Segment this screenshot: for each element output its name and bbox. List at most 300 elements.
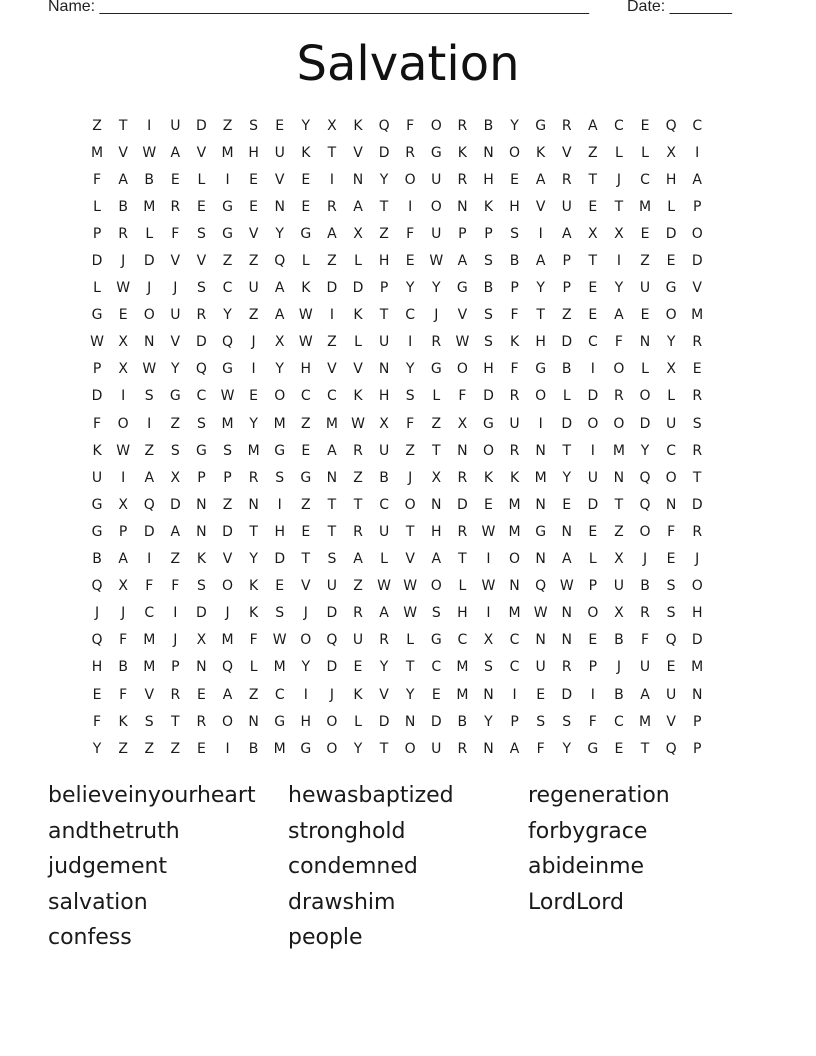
grid-letter[interactable]: P	[197, 469, 206, 486]
grid-letter[interactable]: E	[588, 632, 598, 649]
grid-letter[interactable]: Z	[248, 307, 259, 324]
grid-letter[interactable]: V	[692, 280, 702, 297]
grid-letter[interactable]: N	[352, 171, 364, 188]
grid-letter[interactable]: I	[121, 469, 126, 486]
grid-letter[interactable]: D	[378, 144, 390, 161]
grid-letter[interactable]: J	[303, 605, 308, 622]
grid-letter[interactable]: W	[90, 334, 104, 351]
grid-letter[interactable]: E	[301, 523, 311, 540]
grid-letter[interactable]: X	[614, 551, 624, 568]
grid-letter[interactable]: O	[509, 551, 521, 568]
grid-letter[interactable]: S	[144, 713, 154, 730]
grid-letter[interactable]: H	[483, 361, 494, 378]
grid-letter[interactable]: I	[121, 388, 126, 405]
grid-letter[interactable]: B	[509, 253, 520, 270]
grid-letter[interactable]: J	[94, 605, 100, 622]
grid-letter[interactable]: P	[562, 280, 571, 297]
grid-letter[interactable]: G	[483, 415, 494, 432]
grid-letter[interactable]: A	[327, 442, 337, 459]
grid-letter[interactable]: I	[225, 171, 230, 188]
grid-letter[interactable]: K	[301, 144, 311, 161]
grid-letter[interactable]: H	[274, 523, 285, 540]
grid-letter[interactable]: N	[613, 469, 625, 486]
grid-letter[interactable]: N	[509, 578, 520, 595]
grid-letter[interactable]: F	[640, 632, 650, 649]
grid-letter[interactable]: Z	[170, 415, 181, 432]
grid-letter[interactable]: J	[616, 171, 621, 188]
grid-letter[interactable]: R	[509, 442, 520, 459]
grid-letter[interactable]: V	[353, 361, 363, 378]
grid-letter[interactable]: Q	[378, 117, 390, 134]
grid-letter[interactable]: O	[326, 740, 338, 757]
grid-letter[interactable]: A	[118, 551, 128, 568]
grid-letter[interactable]: A	[561, 225, 572, 242]
grid-letter[interactable]: O	[222, 578, 234, 595]
grid-letter[interactable]: R	[561, 659, 572, 676]
grid-letter[interactable]: K	[92, 442, 102, 459]
grid-letter[interactable]: T	[171, 713, 180, 730]
grid-letter[interactable]: Q	[665, 632, 677, 649]
grid-letter[interactable]: O	[430, 117, 442, 134]
grid-letter[interactable]: T	[249, 523, 258, 540]
grid-letter[interactable]: R	[692, 388, 703, 405]
grid-letter[interactable]: T	[353, 496, 363, 513]
grid-letter[interactable]: O	[404, 740, 416, 757]
grid-letter[interactable]: P	[484, 225, 493, 242]
grid-letter[interactable]: R	[457, 171, 468, 188]
grid-letter[interactable]: V	[405, 551, 415, 568]
grid-letter[interactable]: P	[588, 578, 598, 595]
grid-letter[interactable]: M	[273, 659, 286, 676]
grid-letter[interactable]: Y	[223, 307, 232, 324]
grid-letter[interactable]: V	[144, 686, 155, 703]
grid-letter[interactable]: M	[508, 605, 521, 622]
grid-letter[interactable]: E	[405, 253, 415, 270]
grid-letter[interactable]: C	[614, 713, 624, 730]
grid-letter[interactable]: Y	[405, 361, 415, 378]
grid-letter[interactable]: R	[170, 198, 181, 215]
grid-letter[interactable]: X	[118, 361, 128, 378]
grid-letter[interactable]: G	[430, 144, 442, 161]
grid-letter[interactable]: S	[692, 415, 702, 432]
grid-letter[interactable]: S	[275, 469, 285, 486]
grid-letter[interactable]: T	[379, 198, 389, 215]
grid-letter[interactable]: M	[221, 415, 234, 432]
grid-letter[interactable]: W	[455, 334, 470, 351]
grid-letter[interactable]: O	[143, 307, 155, 324]
grid-letter[interactable]: O	[456, 361, 468, 378]
grid-letter[interactable]: K	[509, 469, 520, 486]
grid-letter[interactable]: U	[352, 632, 364, 649]
grid-letter[interactable]: P	[92, 361, 102, 378]
grid-letter[interactable]: G	[91, 523, 103, 540]
grid-letter[interactable]: K	[353, 686, 363, 703]
grid-letter[interactable]: O	[404, 171, 416, 188]
grid-letter[interactable]: W	[142, 361, 157, 378]
grid-letter[interactable]: L	[249, 659, 258, 676]
grid-letter[interactable]: A	[535, 253, 546, 270]
grid-letter[interactable]: F	[406, 225, 415, 242]
grid-letter[interactable]: F	[588, 713, 597, 730]
grid-letter[interactable]: B	[118, 659, 128, 676]
grid-letter[interactable]: M	[638, 198, 652, 215]
grid-letter[interactable]: R	[196, 713, 207, 730]
grid-letter[interactable]: Y	[614, 280, 624, 297]
grid-letter[interactable]: I	[512, 686, 517, 703]
grid-letter[interactable]: K	[483, 198, 494, 215]
grid-letter[interactable]: F	[119, 632, 128, 649]
grid-letter[interactable]: Z	[327, 253, 337, 270]
grid-letter[interactable]: X	[379, 415, 389, 432]
grid-letter[interactable]: D	[639, 415, 651, 432]
grid-letter[interactable]: D	[274, 551, 286, 568]
grid-letter[interactable]: X	[353, 225, 363, 242]
grid-letter[interactable]: N	[274, 198, 285, 215]
grid-letter[interactable]: D	[143, 523, 155, 540]
grid-letter[interactable]: Z	[327, 334, 337, 351]
grid-letter[interactable]: Z	[222, 117, 233, 134]
grid-letter[interactable]: E	[301, 171, 311, 188]
grid-letter[interactable]: A	[274, 280, 285, 297]
grid-letter[interactable]: N	[535, 442, 546, 459]
grid-letter[interactable]: O	[535, 388, 547, 405]
grid-letter[interactable]: F	[406, 415, 415, 432]
grid-letter[interactable]: F	[536, 740, 545, 757]
grid-letter[interactable]: R	[248, 469, 259, 486]
grid-letter[interactable]: K	[483, 469, 494, 486]
grid-letter[interactable]: G	[430, 632, 442, 649]
grid-letter[interactable]: M	[508, 523, 521, 540]
grid-letter[interactable]: L	[145, 225, 154, 242]
grid-letter[interactable]: F	[93, 171, 102, 188]
grid-letter[interactable]: Y	[249, 415, 258, 432]
grid-letter[interactable]: D	[91, 388, 103, 405]
grid-letter[interactable]: H	[91, 659, 103, 676]
grid-letter[interactable]: Y	[301, 117, 311, 134]
grid-letter[interactable]: Z	[379, 225, 389, 242]
grid-letter[interactable]: J	[434, 307, 439, 324]
grid-letter[interactable]: O	[665, 469, 677, 486]
grid-letter[interactable]: N	[535, 551, 546, 568]
grid-letter[interactable]: L	[667, 198, 676, 215]
grid-letter[interactable]: Y	[431, 280, 441, 297]
grid-letter[interactable]: T	[379, 740, 389, 757]
grid-letter[interactable]: N	[143, 334, 155, 351]
grid-letter[interactable]: E	[301, 198, 311, 215]
grid-letter[interactable]: V	[222, 551, 233, 568]
grid-letter[interactable]: E	[196, 740, 206, 757]
grid-letter[interactable]: E	[640, 307, 650, 324]
grid-letter[interactable]: X	[588, 225, 598, 242]
grid-letter[interactable]: G	[300, 225, 312, 242]
grid-letter[interactable]: F	[171, 578, 180, 595]
grid-letter[interactable]: I	[408, 198, 413, 215]
grid-letter[interactable]: I	[538, 415, 543, 432]
grid-letter[interactable]: N	[535, 632, 546, 649]
grid-letter[interactable]: I	[147, 551, 152, 568]
grid-letter[interactable]: Q	[195, 361, 207, 378]
grid-letter[interactable]: M	[638, 713, 652, 730]
grid-letter[interactable]: Z	[170, 551, 181, 568]
grid-letter[interactable]: J	[225, 605, 230, 622]
grid-letter[interactable]: T	[562, 442, 572, 459]
grid-letter[interactable]: N	[483, 686, 494, 703]
grid-letter[interactable]: U	[378, 442, 390, 459]
grid-letter[interactable]: Z	[170, 740, 181, 757]
grid-letter[interactable]: Z	[561, 307, 572, 324]
grid-letter[interactable]: T	[692, 469, 702, 486]
grid-letter[interactable]: K	[353, 117, 363, 134]
grid-letter[interactable]: D	[691, 632, 703, 649]
grid-letter[interactable]: F	[249, 632, 258, 649]
grid-letter[interactable]: D	[587, 388, 599, 405]
grid-letter[interactable]: T	[614, 496, 624, 513]
grid-letter[interactable]: B	[483, 117, 494, 134]
grid-letter[interactable]: W	[403, 578, 418, 595]
grid-letter[interactable]: C	[274, 686, 285, 703]
grid-letter[interactable]: Y	[510, 117, 519, 134]
grid-letter[interactable]: M	[456, 686, 469, 703]
grid-letter[interactable]: D	[326, 605, 338, 622]
grid-letter[interactable]: A	[274, 307, 285, 324]
grid-letter[interactable]: X	[431, 469, 442, 486]
grid-letter[interactable]: N	[196, 659, 207, 676]
grid-letter[interactable]: S	[275, 605, 285, 622]
grid-letter[interactable]: E	[196, 198, 206, 215]
grid-letter[interactable]: G	[91, 307, 103, 324]
grid-letter[interactable]: Z	[144, 442, 155, 459]
grid-letter[interactable]: S	[666, 578, 676, 595]
grid-letter[interactable]: G	[535, 523, 547, 540]
grid-letter[interactable]: G	[274, 713, 286, 730]
grid-letter[interactable]: Z	[353, 469, 363, 486]
grid-letter[interactable]: E	[536, 686, 546, 703]
grid-letter[interactable]: T	[118, 117, 128, 134]
grid-letter[interactable]: I	[486, 605, 491, 622]
grid-letter[interactable]: N	[248, 496, 259, 513]
grid-letter[interactable]: H	[457, 605, 468, 622]
grid-letter[interactable]: N	[457, 442, 468, 459]
grid-letter[interactable]: U	[561, 198, 572, 215]
grid-letter[interactable]: Y	[484, 713, 493, 730]
grid-letter[interactable]: M	[247, 442, 260, 459]
grid-letter[interactable]: N	[378, 361, 390, 378]
grid-letter[interactable]: W	[298, 334, 313, 351]
grid-letter[interactable]: C	[222, 280, 233, 297]
grid-letter[interactable]: U	[535, 659, 546, 676]
grid-letter[interactable]: G	[665, 280, 677, 297]
grid-letter[interactable]: H	[300, 713, 312, 730]
grid-letter[interactable]: Q	[222, 334, 234, 351]
grid-letter[interactable]: E	[275, 117, 285, 134]
grid-letter[interactable]: A	[222, 686, 233, 703]
grid-letter[interactable]: V	[196, 253, 207, 270]
grid-letter[interactable]: Z	[118, 740, 128, 757]
grid-letter[interactable]: T	[405, 659, 415, 676]
grid-letter[interactable]: V	[170, 334, 181, 351]
grid-letter[interactable]: A	[170, 144, 181, 161]
grid-letter[interactable]: L	[615, 144, 623, 161]
grid-letter[interactable]: I	[147, 117, 152, 134]
grid-letter[interactable]: A	[353, 198, 363, 215]
grid-letter[interactable]: Z	[301, 415, 311, 432]
grid-letter[interactable]: R	[457, 740, 468, 757]
grid-letter[interactable]: F	[406, 117, 415, 134]
grid-letter[interactable]: J	[173, 632, 178, 649]
grid-letter[interactable]: G	[456, 280, 468, 297]
grid-letter[interactable]: G	[222, 225, 233, 242]
grid-letter[interactable]: E	[353, 659, 363, 676]
grid-letter[interactable]: Z	[92, 117, 102, 134]
grid-letter[interactable]: A	[614, 307, 624, 324]
grid-letter[interactable]: T	[379, 307, 389, 324]
grid-letter[interactable]: U	[431, 171, 442, 188]
grid-letter[interactable]: W	[481, 523, 496, 540]
grid-letter[interactable]: A	[379, 605, 389, 622]
grid-letter[interactable]: X	[666, 361, 676, 378]
grid-letter[interactable]: X	[118, 578, 128, 595]
grid-letter[interactable]: J	[121, 253, 126, 270]
grid-letter[interactable]: K	[536, 144, 546, 161]
grid-letter[interactable]: V	[561, 144, 572, 161]
grid-letter[interactable]: Y	[562, 469, 572, 486]
grid-letter[interactable]: O	[222, 713, 234, 730]
grid-letter[interactable]: Y	[379, 171, 389, 188]
grid-letter[interactable]: N	[639, 334, 651, 351]
grid-letter[interactable]: P	[692, 740, 702, 757]
grid-letter[interactable]: A	[509, 740, 520, 757]
grid-letter[interactable]: Y	[301, 659, 311, 676]
grid-letter[interactable]: H	[691, 605, 703, 622]
grid-letter[interactable]: W	[559, 578, 574, 595]
grid-letter[interactable]: Z	[431, 415, 442, 432]
grid-letter[interactable]: W	[403, 605, 418, 622]
grid-letter[interactable]: D	[222, 523, 233, 540]
grid-letter[interactable]: Y	[379, 659, 389, 676]
grid-letter[interactable]: J	[616, 659, 621, 676]
grid-letter[interactable]: N	[483, 144, 494, 161]
grid-letter[interactable]: K	[457, 144, 467, 161]
grid-letter[interactable]: U	[665, 415, 677, 432]
grid-letter[interactable]: T	[536, 307, 545, 324]
grid-letter[interactable]: R	[353, 442, 363, 459]
grid-letter[interactable]: P	[92, 225, 102, 242]
grid-letter[interactable]: E	[510, 171, 519, 188]
grid-letter[interactable]: R	[170, 686, 181, 703]
grid-letter[interactable]: U	[587, 469, 598, 486]
grid-letter[interactable]: U	[274, 144, 285, 161]
grid-letter[interactable]: D	[352, 280, 364, 297]
grid-letter[interactable]: R	[457, 469, 468, 486]
grid-letter[interactable]: O	[639, 523, 651, 540]
grid-letter[interactable]: E	[249, 171, 259, 188]
grid-letter[interactable]: A	[170, 523, 181, 540]
grid-letter[interactable]: D	[691, 253, 703, 270]
grid-letter[interactable]: S	[196, 415, 206, 432]
grid-letter[interactable]: M	[612, 442, 625, 459]
grid-letter[interactable]: E	[666, 253, 676, 270]
grid-letter[interactable]: C	[431, 659, 442, 676]
grid-letter[interactable]: G	[222, 361, 233, 378]
grid-letter[interactable]: O	[509, 144, 521, 161]
grid-letter[interactable]: V	[301, 578, 311, 595]
grid-letter[interactable]: S	[484, 307, 493, 324]
grid-letter[interactable]: C	[509, 632, 520, 649]
grid-letter[interactable]: P	[458, 225, 467, 242]
grid-letter[interactable]: E	[692, 361, 702, 378]
grid-letter[interactable]: Q	[143, 496, 155, 513]
grid-letter[interactable]: R	[457, 523, 468, 540]
grid-letter[interactable]: J	[642, 551, 648, 568]
grid-letter[interactable]: K	[509, 334, 520, 351]
grid-letter[interactable]: B	[457, 713, 468, 730]
grid-letter[interactable]: T	[588, 171, 598, 188]
grid-letter[interactable]: I	[695, 144, 700, 161]
grid-letter[interactable]: R	[327, 198, 337, 215]
grid-letter[interactable]: W	[116, 442, 131, 459]
grid-letter[interactable]: G	[535, 361, 547, 378]
grid-letter[interactable]: E	[588, 280, 598, 297]
grid-letter[interactable]: L	[458, 578, 467, 595]
grid-letter[interactable]: H	[483, 171, 494, 188]
grid-letter[interactable]: T	[614, 198, 624, 215]
grid-letter[interactable]: M	[325, 415, 338, 432]
grid-letter[interactable]: D	[561, 686, 573, 703]
grid-letter[interactable]: E	[666, 659, 676, 676]
grid-letter[interactable]: I	[590, 686, 595, 703]
grid-letter[interactable]: U	[248, 280, 259, 297]
grid-letter[interactable]: H	[300, 361, 312, 378]
grid-letter[interactable]: E	[484, 496, 493, 513]
grid-letter[interactable]: B	[483, 280, 494, 297]
grid-letter[interactable]: X	[614, 225, 624, 242]
grid-letter[interactable]: I	[147, 415, 152, 432]
grid-letter[interactable]: H	[378, 253, 390, 270]
grid-letter[interactable]: B	[144, 171, 155, 188]
grid-letter[interactable]: S	[562, 713, 572, 730]
grid-letter[interactable]: O	[326, 713, 338, 730]
grid-letter[interactable]: I	[486, 551, 491, 568]
grid-letter[interactable]: P	[379, 280, 389, 297]
grid-letter[interactable]: S	[431, 605, 441, 622]
grid-letter[interactable]: X	[196, 632, 207, 649]
grid-letter[interactable]: C	[692, 117, 703, 134]
grid-letter[interactable]: A	[535, 171, 546, 188]
grid-letter[interactable]: E	[588, 198, 598, 215]
grid-letter[interactable]: D	[196, 605, 207, 622]
grid-letter[interactable]: R	[509, 388, 520, 405]
grid-letter[interactable]: S	[327, 551, 337, 568]
grid-letter[interactable]: D	[456, 496, 468, 513]
grid-letter[interactable]: V	[118, 144, 128, 161]
grid-letter[interactable]: E	[118, 307, 128, 324]
grid-letter[interactable]: A	[640, 686, 650, 703]
grid-letter[interactable]: G	[91, 496, 103, 513]
grid-letter[interactable]: K	[249, 605, 259, 622]
grid-letter[interactable]: P	[562, 253, 571, 270]
grid-letter[interactable]: M	[143, 198, 156, 215]
grid-letter[interactable]: Q	[665, 740, 677, 757]
grid-letter[interactable]: O	[587, 415, 599, 432]
grid-letter[interactable]: R	[118, 225, 128, 242]
grid-letter[interactable]: C	[300, 388, 311, 405]
grid-letter[interactable]: W	[272, 632, 287, 649]
grid-letter[interactable]: S	[510, 225, 519, 242]
grid-letter[interactable]: H	[378, 388, 390, 405]
grid-letter[interactable]: N	[561, 605, 572, 622]
grid-letter[interactable]: G	[195, 442, 207, 459]
grid-letter[interactable]: H	[535, 334, 546, 351]
